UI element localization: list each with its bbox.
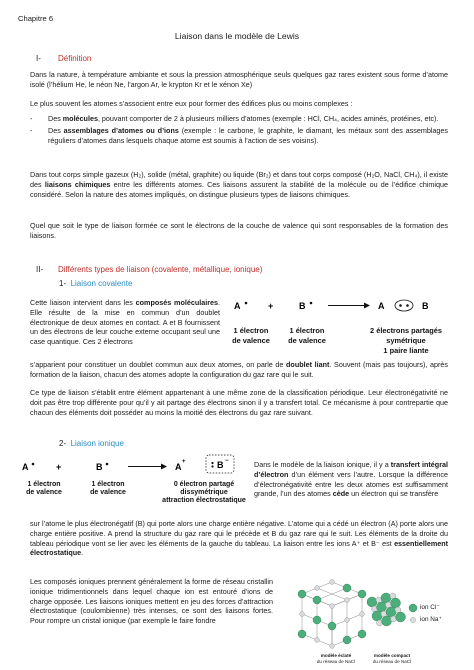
- electron-dot-icon: [245, 302, 248, 305]
- sodium-ion-icon: [410, 617, 415, 622]
- chloride-ion-icon: [343, 636, 351, 644]
- sodium-ion-icon: [330, 580, 335, 585]
- chloride-ion-icon: [328, 622, 336, 630]
- edifices-list: [30, 114, 448, 145]
- paragraph-covalente-intro: Cette liaison intervient dans les composés moléculaires. Elle résulte de la mise en commun d’un doublet électronique de deux atomes en contact. A et B fournissent un des électrons de leur couche externe occupant seul une case quantique. Ces 2 électrons: [30, 298, 221, 347]
- chloride-ion-icon: [367, 597, 377, 607]
- ionic-label-b: 1 électron de valence: [90, 481, 126, 497]
- ionic-bond-figure: [18, 452, 254, 512]
- chloride-ion-icon: [382, 616, 392, 626]
- cation-a-symbol: A: [175, 462, 182, 472]
- paragraph-electronegativite: Ce type de liaison s’établit entre élément appartenant à une même zone de la classification périodique. Leur électronégativité ne doit pas être trop différente pour qu’il y ait partage des électrons sinon il y a transfert total. Ce mécanisme à pour contrepartie que chacun des éléments doit posséder au moins la moitié des électrons du gaz rare suivant.: [30, 388, 448, 417]
- sodium-ion-icon: [360, 612, 365, 617]
- ionic-diagram: [18, 452, 254, 480]
- covalent-label-product: 2 électrons partagés symétrique 1 paire liante: [370, 326, 442, 356]
- sodium-ion-icon: [345, 618, 350, 623]
- atom-a-symbol: A: [234, 301, 241, 311]
- atom-b-product-symbol: B: [422, 301, 429, 311]
- paragraph-ions-charges: sur l’atome le plus électronégatif (B) qui porte alors une charge entière négative. L’atome qui a cédé un électron (A) porte alors une charge entière positive. A prend la structure du gaz rare qui le précède et B du gaz rare qui le suit. Les éléments de la droite du tableau périodique vont se lier avec les éléments de la gauche du tableau. La liaison entre les ions A⁺ et B⁻ est essentiellement électrostatique.: [30, 519, 448, 558]
- chloride-ion-icon: [298, 590, 306, 598]
- chloride-ion-icon: [396, 612, 406, 622]
- sodium-ion-icon: [330, 604, 335, 609]
- svg-text:−: −: [225, 458, 229, 464]
- ionic-label-product: 0 électron partagé dissymétrique attraction électrostatique: [162, 481, 246, 505]
- paragraph-reseau-cristallin: Les composés ioniques prennent généralement la forme de réseau cristallin ionique tridimentionnels dans lequel chaque ion est entouré d’ions de charge opposée. Les liaisons ioniques mettent en jeu des forces d’attraction électrostatique (coulombienne) très intenses, ce sont des liaisons fortes. Pour rompre un cristal ionique (par exemple le faire fondre: [30, 577, 273, 626]
- section-2-number: II-: [36, 265, 44, 274]
- exploded-lattice: [302, 582, 362, 646]
- section-1-label: Définition: [58, 54, 92, 63]
- chloride-ion-icon: [377, 602, 387, 612]
- chloride-ion-icon: [386, 607, 396, 617]
- sodium-ion-icon: [300, 612, 305, 617]
- chloride-ion-icon: [313, 616, 321, 624]
- nacl-crystal-figure: [290, 568, 466, 668]
- chloride-ion-icon: [298, 630, 306, 638]
- paragraph-couche-valence: Quel que soit le type de liaison formée ce sont le électrons de la couche de valence qui sont responsables de la formation des liaisons.: [30, 221, 448, 240]
- shared-pair-icon: [395, 300, 413, 311]
- compact-lattice: [367, 593, 406, 626]
- crystal-legend: [409, 604, 417, 623]
- sodium-ion-icon: [315, 586, 320, 591]
- page-title: Liaison dans le modèle de Lewis: [174, 31, 300, 41]
- covalent-label-a: 1 électron de valence: [232, 326, 270, 346]
- paragraph-edifices: Le plus souvent les atomes s’associent entre eux pour former des édifices plus ou moins complexes :: [30, 99, 353, 108]
- legend-chloride-label: ion Cl⁻: [420, 604, 440, 611]
- section-1-heading: [36, 54, 91, 65]
- legend-sodium-label: ion Na⁺: [420, 616, 442, 623]
- chloride-ion-icon: [358, 630, 366, 638]
- atom-b-symbol: B: [299, 301, 306, 311]
- sodium-ion-icon: [330, 644, 335, 649]
- chloride-ion-icon: [409, 604, 417, 612]
- atom-b-symbol: B: [96, 462, 103, 472]
- svg-text:+: +: [182, 459, 186, 465]
- atom-a-symbol: A: [22, 462, 29, 472]
- ionic-label-a: 1 électron de valence: [26, 481, 62, 497]
- list-item: - Des assemblages d’atomes ou d’ions (exemple : le carbone, le graphite, le diamant, les métaux sont des assemblages réguliers d’atomes dans lesquels chaque atome est soumis à l’action de ses voisins).: [30, 126, 448, 146]
- electron-dot-icon: [106, 463, 109, 466]
- electron-dot-icon: [310, 302, 313, 305]
- chloride-ion-icon: [343, 584, 351, 592]
- caption-exploded: modèle éclaté du réseau de NaCl: [316, 653, 356, 664]
- covalent-bond-figure: [222, 292, 454, 362]
- chloride-ion-icon: [313, 596, 321, 604]
- section-1-number: I-: [36, 54, 41, 63]
- paragraph-liaisons-chimiques: Dans tout corps simple gazeux (H₂), solide (métal, graphite) ou liquide (Br₂) et dans tout corps composé (H₂O, NaCl, CH₄), il existe des liaisons chimiques entre les différents atomes. Ces liaisons assurent la stabilité de la molécule ou de l’édifice chimique considéré. Selon la nature des atomes impliqués, on distingue plusieurs types de liaisons chimiques.: [30, 170, 448, 199]
- section-2-heading: [36, 265, 262, 276]
- sodium-ion-icon: [345, 598, 350, 603]
- anion-b-symbol: B: [217, 460, 224, 470]
- arrow-head-icon: [161, 464, 167, 470]
- atom-a-product-symbol: A: [378, 301, 385, 311]
- chloride-ion-icon: [381, 593, 391, 603]
- chapter-label: Chapitre 6: [18, 14, 54, 23]
- paragraph-ionique-intro: Dans le modèle de la liaison ionique, il y a transfert intégral d’électron d’un élément vers l’autre. Lorsque la différence d’électronégativité entre les deux atomes est suffisamment grande, l’un des atomes cède un électron qui se transfère: [254, 460, 448, 499]
- covalent-label-b: 1 électron de valence: [288, 326, 326, 346]
- arrow-head-icon: [364, 303, 370, 309]
- subsection-ionique-heading: 2- Liaison ionique: [59, 439, 124, 448]
- section-2-label: Différents types de liaison (covalente, métallique, ionique): [58, 265, 263, 274]
- paragraph-gaz-rares: Dans la nature, à température ambiante et sous la pression atmosphérique seuls quelques gaz rares existent sous forme d’atome isolé (l’hélium He, le néon Ne, l’argon Ar, le krypton Kr et le xénon Xe): [30, 70, 448, 89]
- electron-dot-icon: [32, 463, 35, 466]
- covalent-diagram: [222, 292, 454, 322]
- caption-compact: modèle compact du réseau de NaCl: [372, 653, 412, 664]
- plus-sign: +: [268, 301, 274, 311]
- chloride-ion-icon: [372, 611, 382, 621]
- chloride-ion-icon: [358, 590, 366, 598]
- chloride-ion-icon: [391, 598, 401, 608]
- list-item: - Des molécules, pouvant comporter de 2 à plusieurs milliers d’atomes (exemple : HCl, CH₄, acides aminés, protéines, etc).: [30, 114, 448, 124]
- plus-sign: +: [56, 462, 62, 472]
- paragraph-doublet-liant: s’apparient pour constituer un doublet commun aux deux atomes, on parle de doublet liant. Souvent (mais pas toujours), après formation de la liaison, chacun des atomes adopte la configuration du gaz rare qui le suit.: [30, 360, 448, 379]
- subsection-covalente-heading: 1- Liaison covalente: [59, 279, 133, 288]
- sodium-ion-icon: [315, 638, 320, 643]
